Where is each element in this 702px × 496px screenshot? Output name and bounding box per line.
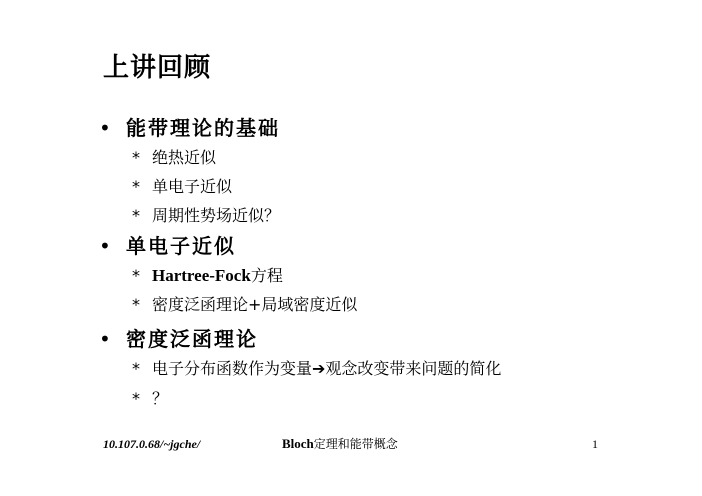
bullet-icon: •	[99, 116, 113, 140]
footer-topic-cjk: 定理和能带概念	[313, 437, 398, 451]
arrow-right-icon: ➔	[312, 359, 326, 378]
bullet-heading: 能带理论的基础	[126, 116, 280, 140]
sub-item	[132, 388, 168, 410]
asterisk-icon: *	[132, 148, 140, 167]
asterisk-icon: *	[132, 359, 140, 378]
sub-item-text: 单电子近似	[152, 177, 233, 196]
sub-item	[132, 205, 280, 227]
footer-topic	[282, 436, 398, 452]
bullet-heading: 单电子近似	[126, 234, 236, 258]
sub-item	[132, 265, 283, 287]
slide-title: 上讲回顾	[103, 53, 212, 83]
sub-item-text: ？	[152, 389, 169, 408]
bullet-item	[99, 325, 258, 353]
sub-item	[132, 358, 501, 380]
sub-item-text: 方程	[250, 266, 283, 285]
asterisk-icon: *	[132, 206, 140, 225]
sub-item-text: 电子分布函数作为变量	[152, 359, 313, 378]
sub-item-text: 周期性势场近似？	[152, 206, 281, 225]
bullet-item	[99, 232, 236, 260]
footer-topic-latin: Bloch	[282, 436, 314, 451]
bullet-heading: 密度泛函理论	[126, 327, 258, 351]
sub-item-text: 绝热近似	[152, 148, 217, 167]
bullet-icon: •	[99, 234, 113, 258]
asterisk-icon: *	[132, 266, 140, 285]
sub-item-text: 密度泛函理论+局域密度近似	[152, 295, 358, 314]
asterisk-icon: *	[132, 295, 140, 314]
bullet-icon: •	[99, 327, 113, 351]
sub-item	[132, 147, 216, 169]
asterisk-icon: *	[132, 389, 140, 408]
bullet-item	[99, 114, 280, 142]
method-name: Hartree-Fock	[152, 266, 251, 285]
sub-item	[132, 176, 232, 198]
page-number: 1	[592, 437, 598, 451]
sub-item	[132, 294, 357, 316]
footer-url: 10.107.0.68/~jgche/	[103, 437, 201, 451]
sub-item-text: 观念改变带来问题的简化	[325, 359, 502, 378]
asterisk-icon: *	[132, 177, 140, 196]
